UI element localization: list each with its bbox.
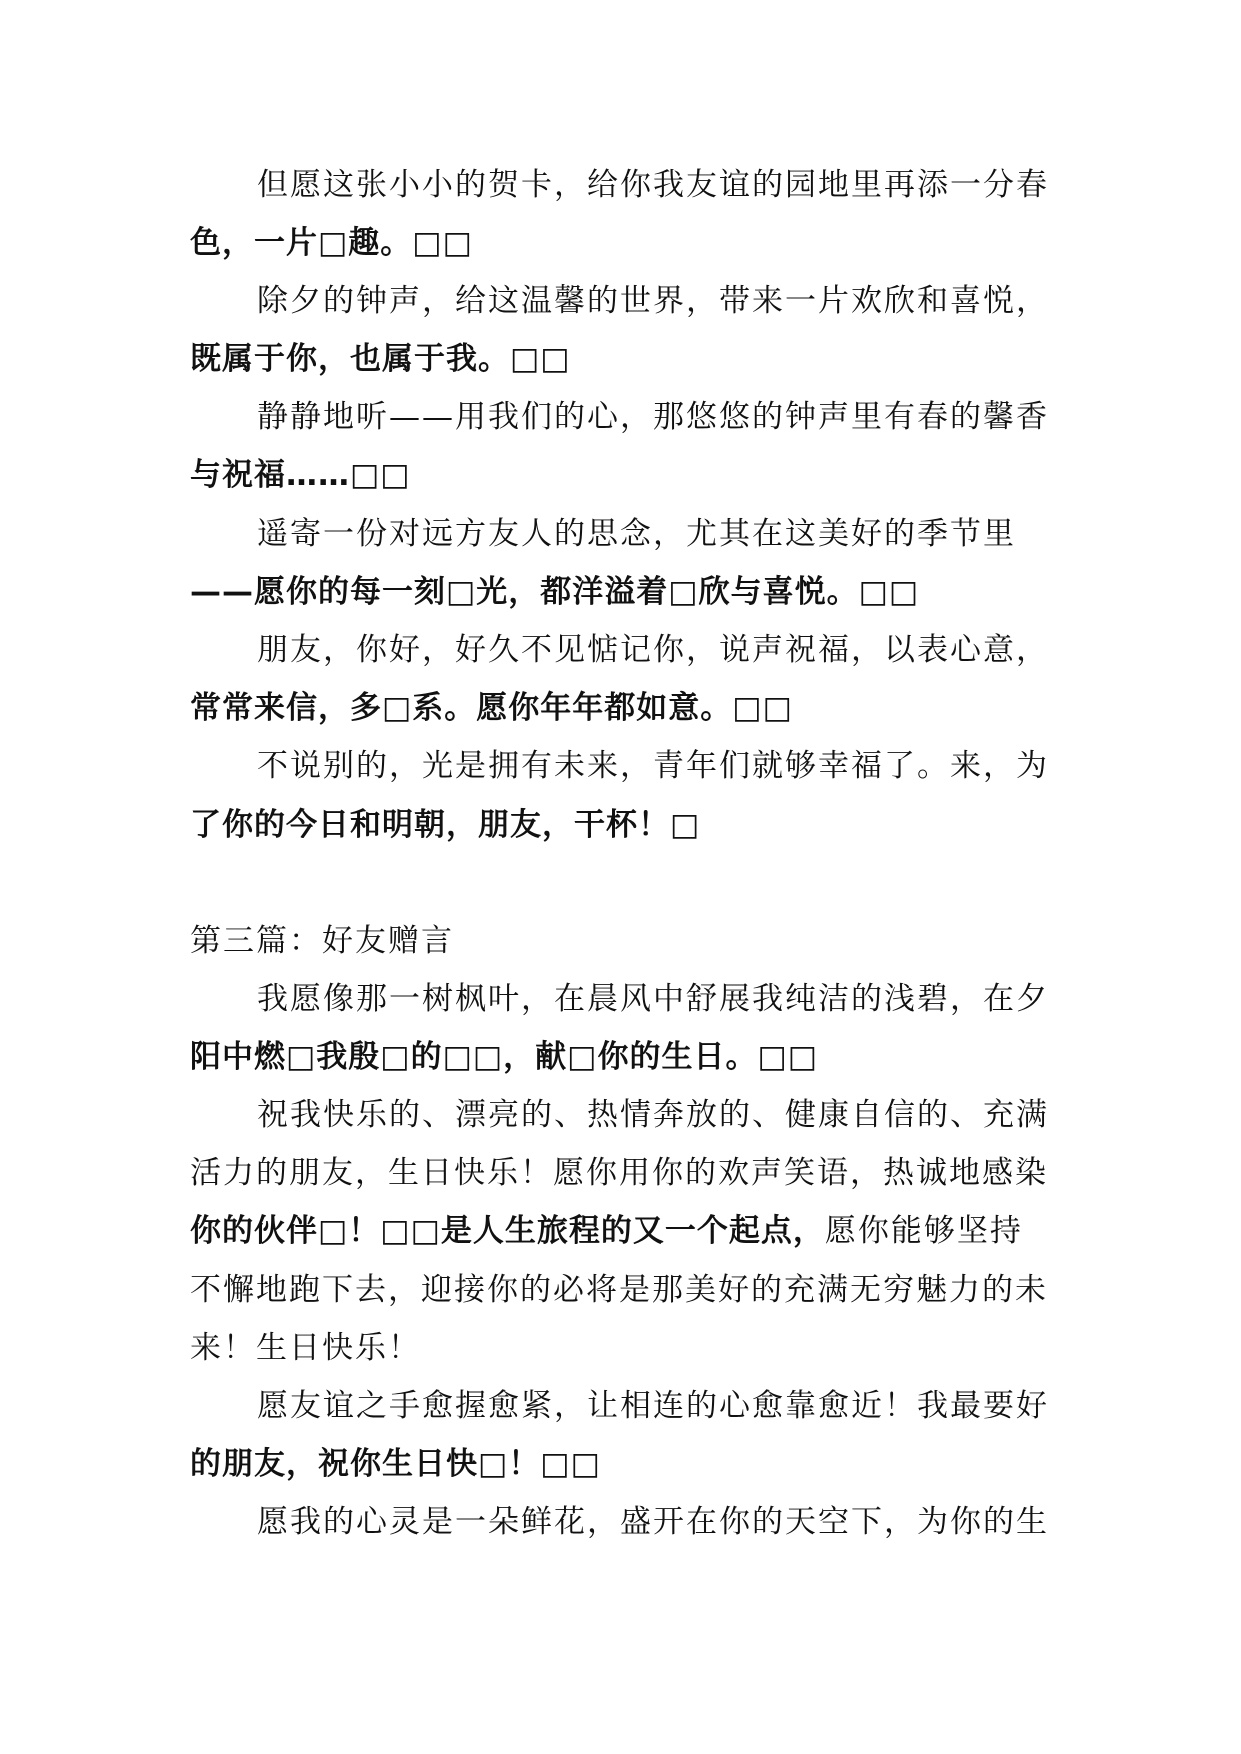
paragraph-line [190, 1211, 1023, 1251]
section-heading: 第三篇：好友赠言 [190, 923, 454, 959]
paragraph-line: 既属于你，也属于我。□□ [190, 341, 571, 377]
paragraph-line: 但愿这张小小的贺卡，给你我友谊的园地里再添一分春 [257, 167, 1049, 203]
paragraph-line: ——愿你的每一刻□光，都洋溢着□欣与喜悦。□□ [190, 574, 920, 610]
paragraph-line: 愿友谊之手愈握愈紧，让相连的心愈靠愈近！我最要好 [257, 1388, 1049, 1424]
paragraph-line: 遥寄一份对远方友人的思念，尤其在这美好的季节里 [257, 516, 1016, 552]
light-segment: 愿你能够坚持 [824, 1213, 1023, 1249]
paragraph-line: 与祝福……□□ [190, 457, 411, 493]
paragraph-line: 除夕的钟声，给这温馨的世界，带来一片欢欣和喜悦， [257, 283, 1049, 319]
paragraph-line: 的朋友，祝你生日快□！□□ [190, 1446, 601, 1482]
paragraph-line: 了你的今日和明朝，朋友，干杯！□ [190, 807, 701, 843]
paragraph-line: 祝我快乐的、漂亮的、热情奔放的、健康自信的、充满 [257, 1097, 1049, 1133]
paragraph-line: 愿我的心灵是一朵鲜花，盛开在你的天空下，为你的生 [257, 1504, 1049, 1540]
paragraph-line: 朋友，你好，好久不见惦记你，说声祝福，以表心意， [257, 632, 1049, 668]
paragraph-line: 活力的朋友，生日快乐！愿你用你的欢声笑语，热诚地感染 [190, 1155, 1048, 1191]
paragraph-line: 常常来信，多□系。愿你年年都如意。□□ [190, 690, 793, 726]
paragraph-line: 色，一片□趣。□□ [190, 225, 473, 261]
paragraph-line: 不懈地跑下去，迎接你的必将是那美好的充满无穷魅力的未 [190, 1272, 1048, 1308]
bold-segment: 你的伙伴□！□□是人生旅程的又一个起点， [190, 1213, 825, 1249]
paragraph-line: 阳中燃□我殷□的□□，献□你的生日。□□ [190, 1039, 819, 1075]
paragraph-line: 不说别的，光是拥有未来，青年们就够幸福了。来，为 [257, 748, 1049, 784]
paragraph-line: 静静地听——用我们的心，那悠悠的钟声里有春的馨香 [257, 399, 1049, 435]
paragraph-line: 来！生日快乐！ [190, 1330, 421, 1366]
paragraph-line: 我愿像那一树枫叶，在晨风中舒展我纯洁的浅碧，在夕 [257, 981, 1049, 1017]
